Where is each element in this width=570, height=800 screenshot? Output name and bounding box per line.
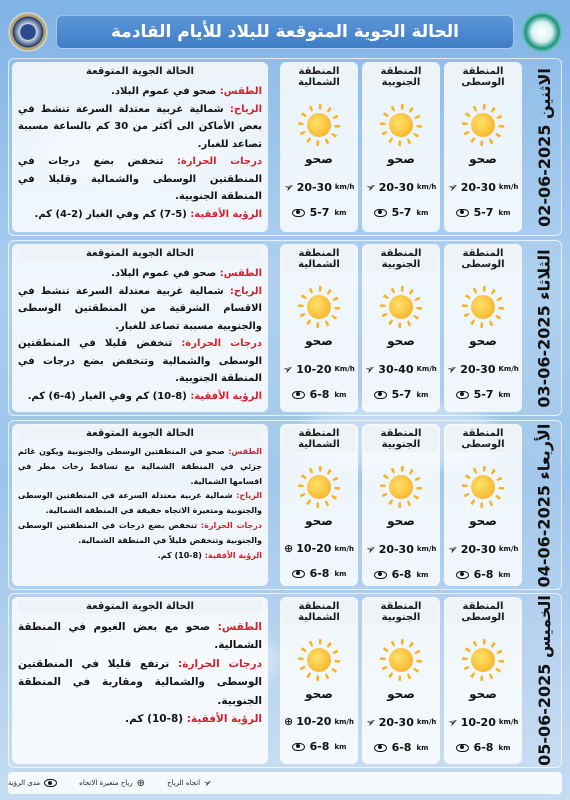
sunny-icon	[298, 466, 340, 508]
visibility-unit: km	[334, 390, 347, 399]
variable-wind-icon: ⊕	[284, 715, 294, 728]
wind-direction-arrow-icon: ➢	[280, 178, 297, 196]
temperature-text: تنخفض بضع درجات في المنطقتين الوسطى والشمالية وقليلا في المنطقة الجنوبية.	[18, 156, 262, 202]
eye-icon	[374, 571, 387, 579]
condition-text: صحو	[387, 334, 415, 348]
eye-icon	[456, 209, 469, 217]
visibility-unit: km	[334, 742, 347, 751]
legend-visibility-label: مدى الرؤية	[8, 779, 41, 787]
visibility-row	[374, 388, 429, 401]
wind-speed: 20-30	[296, 180, 332, 194]
legend-wind-direction	[167, 776, 215, 790]
wind-unit: Km/h	[416, 365, 437, 373]
wind-unit: km/h	[334, 717, 354, 726]
condition-text: صحو	[305, 152, 333, 166]
wind-row	[444, 178, 519, 196]
wind-label: الرياح:	[229, 103, 262, 115]
day-forecast	[8, 240, 562, 416]
region-name: المنطقة الشمالية	[282, 64, 356, 90]
legend-variable-wind-label: رياح متغيرة الاتجاه	[79, 779, 133, 787]
visibility-value: 6-8	[391, 568, 412, 581]
temperature-text: تنخفض بضع درجات في المنطقتين الوسطى والجنوبية وتنخفض قليلاً في المنطقة الشمالية.	[18, 520, 262, 545]
wind-direction-arrow-icon: ➢	[280, 360, 297, 378]
visibility-row	[292, 388, 347, 401]
wind-text: شمالية غربية معتدلة السرعة في المنطقتين الوسطى والجنوبية ومتغيرة الاتجاه خفيفة في المنطقة الشمالية.	[18, 491, 262, 516]
visibility-text: (5-7) كم وفي الغبار (2-4) كم.	[34, 208, 191, 220]
wind-row	[280, 360, 355, 378]
eye-icon	[456, 391, 469, 399]
visibility-value: 6-8	[473, 568, 494, 581]
region-name: المنطقة الشمالية	[282, 599, 356, 625]
wind-speed: 10-20	[460, 715, 496, 729]
day-forecast	[8, 420, 562, 590]
condition-text: صحو	[469, 334, 497, 348]
region-name: المنطقة الوسطى	[446, 64, 520, 90]
visibility-text: (8-10) كم وفي الغبار (4-6) كم.	[27, 390, 191, 402]
wind-label: الرياح:	[236, 491, 262, 501]
wind-unit: Km/h	[334, 365, 355, 373]
legend-wind-direction-label: اتجاه الرياح	[167, 779, 201, 787]
temperature-label: درجات الحرارة:	[200, 520, 263, 530]
visibility-value: 5-7	[473, 388, 494, 401]
eye-icon	[292, 209, 305, 217]
eye-icon	[292, 743, 305, 751]
wind-direction-arrow-icon: ➢	[362, 178, 379, 196]
eye-icon	[44, 779, 57, 787]
wind-line	[18, 101, 262, 154]
condition-text: صحو	[305, 514, 333, 528]
wind-unit: km/h	[334, 183, 355, 191]
region-name: المنطقة الوسطى	[446, 246, 520, 272]
condition-text: صحو	[305, 334, 333, 348]
day-date: الأربعاء 2025-06-04	[534, 423, 554, 587]
visibility-line	[18, 710, 262, 728]
day-date: الخميس 2025-06-05	[534, 595, 554, 766]
forecast-paragraphs	[18, 265, 262, 405]
wind-direction-arrow-icon: ➢	[362, 360, 379, 378]
forecast-text-panel	[12, 597, 268, 764]
weather-label: الطقس:	[219, 86, 262, 97]
wind-direction-arrow-icon: ➢	[362, 713, 379, 731]
wind-text: شمالية غربية معتدلة السرعة تنشط في بعض الأماكن الى أكثر من 30 كم بالساعة مسببة تصاعد للغبار.	[18, 103, 262, 150]
region-card	[362, 597, 440, 764]
temperature-label: درجات الحرارة:	[178, 657, 262, 670]
region-name: المنطقة الجنوبية	[364, 246, 438, 272]
visibility-row	[456, 568, 511, 581]
sunny-icon	[298, 286, 340, 328]
visibility-unit: km	[498, 570, 511, 579]
legend-visibility	[8, 779, 57, 787]
visibility-text: (8-10) كم.	[157, 550, 205, 560]
visibility-unit: km	[416, 390, 429, 399]
temperature-line	[18, 655, 262, 710]
condition-text: صحو	[387, 514, 415, 528]
condition-text: صحو	[305, 687, 333, 701]
eye-icon	[374, 209, 387, 217]
region-card	[362, 62, 440, 232]
wind-direction-arrow-icon: ➢	[444, 178, 461, 196]
forecast-paragraphs	[18, 618, 262, 728]
visibility-unit: km	[334, 569, 347, 578]
region-card	[280, 244, 358, 412]
weather-line	[18, 618, 262, 655]
wind-direction-arrow-icon: ➢	[444, 540, 461, 558]
day-date: الاثنين 2025-06-02	[534, 67, 554, 227]
visibility-line	[18, 388, 262, 406]
visibility-label: الرؤية الأفقية:	[190, 390, 262, 402]
wind-speed: 10-20	[296, 362, 332, 376]
wind-row	[362, 540, 437, 558]
wind-speed: 20-30	[378, 715, 414, 729]
panel-title: الحالة الجوية المتوقعة	[18, 64, 262, 79]
sunny-icon	[462, 104, 504, 146]
ministry-logo	[8, 12, 48, 52]
forecast-text-panel	[12, 424, 268, 586]
condition-text: صحو	[387, 152, 415, 166]
date-column	[526, 58, 562, 236]
wind-direction-arrow-icon: ➢	[201, 776, 215, 790]
wind-unit: km/h	[334, 544, 354, 553]
wind-line	[18, 283, 262, 336]
visibility-value: 6-8	[309, 388, 330, 401]
header	[8, 10, 562, 54]
region-name: المنطقة الشمالية	[282, 246, 356, 272]
temperature-text: ترتفع قليلا في المنطقتين الوسطى والشمالية ومقاربة في المنطقة الجنوبية.	[18, 657, 262, 707]
visibility-text: (8-10) كم.	[125, 712, 187, 725]
wind-speed: 20-30	[460, 362, 496, 376]
weather-label: الطقس:	[219, 268, 262, 279]
forecast-paragraphs	[18, 83, 262, 223]
region-card	[444, 597, 522, 764]
visibility-value: 5-7	[391, 388, 412, 401]
visibility-unit: km	[416, 570, 429, 579]
eye-icon	[374, 391, 387, 399]
wind-unit: km/h	[498, 183, 519, 191]
legend	[8, 772, 562, 794]
region-card	[444, 62, 522, 232]
wind-direction-arrow-icon: ➢	[362, 540, 379, 558]
visibility-label: الرؤية الأفقية:	[186, 712, 262, 725]
visibility-row	[456, 206, 511, 219]
region-name: المنطقة الوسطى	[446, 599, 520, 625]
visibility-value: 6-8	[473, 741, 494, 754]
visibility-value: 6-8	[309, 740, 330, 753]
wind-speed: 10-20	[296, 715, 332, 728]
wind-row	[444, 360, 519, 378]
visibility-unit: km	[498, 743, 511, 752]
wind-speed: 20-30	[460, 542, 496, 556]
wind-text: شمالية غربية معتدلة السرعة تنشط في الاقسام الشرقية من المنطقتين الوسطى والجنوبية مسببة تصاعد للغبار.	[18, 285, 262, 332]
sunny-icon	[462, 639, 504, 681]
visibility-label: الرؤية الأفقية:	[204, 550, 262, 560]
variable-wind-icon: ⊕	[136, 777, 146, 789]
wind-speed: 20-30	[378, 542, 414, 556]
meteorology-logo	[522, 12, 562, 52]
visibility-row	[374, 206, 429, 219]
page-title: الحالة الجوية المتوقعة للبلاد للأيام القادمة	[56, 15, 514, 49]
temperature-line	[18, 153, 262, 206]
region-name: المنطقة الجنوبية	[364, 599, 438, 625]
wind-row	[362, 360, 437, 378]
wind-line	[18, 489, 262, 519]
visibility-unit: km	[416, 208, 429, 217]
region-card	[280, 597, 358, 764]
eye-icon	[292, 570, 305, 578]
wind-unit: km/h	[416, 718, 437, 726]
forecast-text-panel	[12, 244, 268, 412]
eye-icon	[456, 571, 469, 579]
wind-speed: 10-20	[296, 542, 332, 555]
day-forecast	[8, 58, 562, 236]
date-column	[526, 593, 562, 768]
wind-unit: km/h	[416, 183, 437, 191]
panel-title: الحالة الجوية المتوقعة	[18, 426, 262, 441]
forecast-paragraphs	[18, 445, 262, 563]
visibility-row	[456, 388, 511, 401]
sunny-icon	[380, 639, 422, 681]
visibility-value: 6-8	[391, 741, 412, 754]
visibility-value: 6-8	[309, 567, 330, 580]
wind-label: الرياح:	[229, 285, 262, 297]
condition-text: صحو	[469, 687, 497, 701]
condition-text: صحو	[387, 687, 415, 701]
wind-unit: Km/h	[498, 365, 519, 373]
panel-title: الحالة الجوية المتوقعة	[18, 246, 262, 261]
visibility-unit: km	[498, 390, 511, 399]
date-column	[526, 420, 562, 590]
wind-unit: km/h	[416, 545, 437, 553]
wind-row	[444, 713, 519, 731]
visibility-value: 5-7	[309, 206, 330, 219]
region-card	[444, 424, 522, 586]
eye-icon	[456, 744, 469, 752]
visibility-row	[292, 740, 347, 753]
wind-row	[280, 178, 355, 196]
wind-speed: 30-40	[378, 362, 414, 376]
temperature-text: تنخفض قليلا في المنطقتين الوسطى والشمالية وتنخفض بضع درجات في المنطقة الجنوبية.	[18, 338, 262, 384]
visibility-unit: km	[334, 208, 347, 217]
temperature-line	[18, 519, 262, 549]
wind-row	[444, 540, 519, 558]
visibility-line	[18, 206, 262, 224]
condition-text: صحو	[469, 514, 497, 528]
weather-text: صحو في عموم البلاد.	[111, 268, 220, 279]
visibility-row	[374, 568, 429, 581]
sunny-icon	[298, 639, 340, 681]
day-forecast	[8, 593, 562, 768]
sunny-icon	[462, 466, 504, 508]
wind-unit: km/h	[498, 545, 519, 553]
sunny-icon	[462, 286, 504, 328]
legend-variable-wind	[79, 778, 145, 789]
weather-text: صحو في المنطقتين الوسطى والجنوبية ويكون غائم جزئي في المنطقة الشمالية مع تساقط زخات مطر في اقسامها الشمالية.	[18, 447, 262, 486]
region-name: المنطقة الوسطى	[446, 426, 520, 452]
wind-direction-arrow-icon: ➢	[444, 360, 461, 378]
visibility-value: 5-7	[473, 206, 494, 219]
wind-direction-arrow-icon: ➢	[444, 713, 461, 731]
region-name: المنطقة الجنوبية	[364, 426, 438, 452]
weather-line	[18, 265, 262, 283]
condition-text: صحو	[469, 152, 497, 166]
wind-unit: km/h	[498, 718, 519, 726]
visibility-unit: km	[498, 208, 511, 217]
region-card	[362, 424, 440, 586]
visibility-row	[292, 567, 347, 580]
visibility-unit: km	[416, 743, 429, 752]
sunny-icon	[380, 104, 422, 146]
eye-icon	[374, 744, 387, 752]
sunny-icon	[380, 286, 422, 328]
eye-icon	[292, 391, 305, 399]
wind-speed: 20-30	[460, 180, 496, 194]
region-name: المنطقة الجنوبية	[364, 64, 438, 90]
temperature-label: درجات الحرارة:	[176, 156, 262, 167]
variable-wind-icon: ⊕	[284, 542, 294, 555]
date-column	[526, 240, 562, 416]
visibility-value: 5-7	[391, 206, 412, 219]
visibility-label: الرؤية الأفقية:	[190, 208, 262, 220]
wind-row	[362, 178, 437, 196]
visibility-line	[18, 549, 262, 564]
sunny-icon	[380, 466, 422, 508]
wind-row	[284, 542, 354, 555]
visibility-row	[292, 206, 347, 219]
region-name: المنطقة الشمالية	[282, 426, 356, 452]
weather-text: صحو في عموم البلاد.	[111, 86, 220, 97]
weather-line	[18, 445, 262, 489]
wind-row	[362, 713, 437, 731]
day-date: الثلاثاء 2025-06-03	[534, 248, 554, 408]
region-card	[362, 244, 440, 412]
region-card	[280, 62, 358, 232]
region-card	[280, 424, 358, 586]
weather-line	[18, 83, 262, 101]
weather-label: الطقس:	[217, 621, 262, 633]
wind-row	[284, 715, 354, 728]
weather-label: الطقس:	[228, 447, 262, 456]
temperature-label: درجات الحرارة:	[181, 338, 263, 349]
weather-text: صحو مع بعض الغيوم في المنطقة الشمالية.	[18, 621, 262, 652]
forecast-text-panel	[12, 62, 268, 232]
visibility-row	[374, 741, 429, 754]
temperature-line	[18, 335, 262, 388]
wind-speed: 20-30	[378, 180, 414, 194]
region-card	[444, 244, 522, 412]
sunny-icon	[298, 104, 340, 146]
panel-title: الحالة الجوية المتوقعة	[18, 599, 262, 614]
visibility-row	[456, 741, 511, 754]
